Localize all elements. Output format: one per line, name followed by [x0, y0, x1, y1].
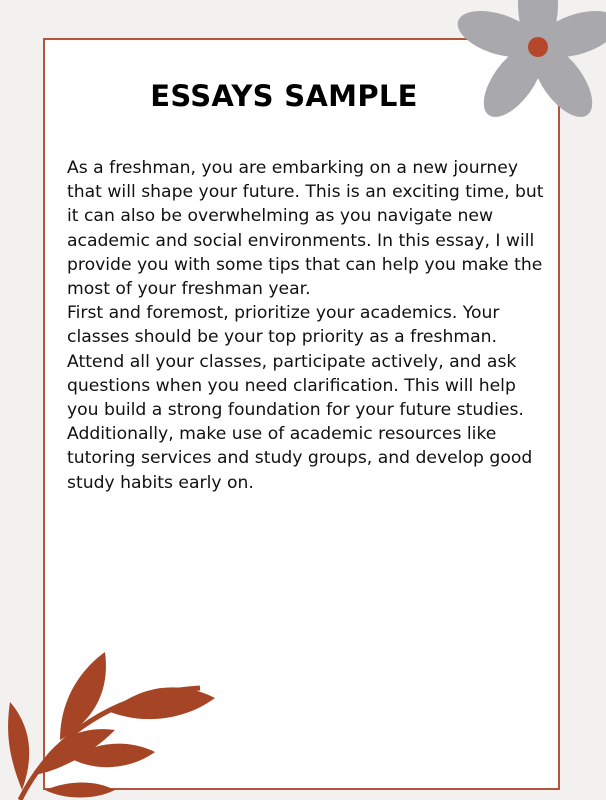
essay-paragraph: As a freshman, you are embarking on a new journey that will shape your future. This is an exciting time, but it can also be overwhelming as you navigate new academic and social environments. In this essay, I will provide you with some tips that can help you make the most of your freshman year. [67, 158, 544, 300]
essay-paragraph: First and foremost, prioritize your academics. Your classes should be your top priority as a freshman. Attend all your classes, participate actively, and ask questions when you need clarification. This will help you build a strong foundation for your future studies. Additionally, make use of academic resources like tutoring services and study groups, and develop good study habits early on. [67, 303, 533, 493]
leaf-branch-icon [0, 640, 230, 800]
page-title: ESSAYS SAMPLE [150, 79, 418, 113]
essay-body [67, 156, 547, 495]
